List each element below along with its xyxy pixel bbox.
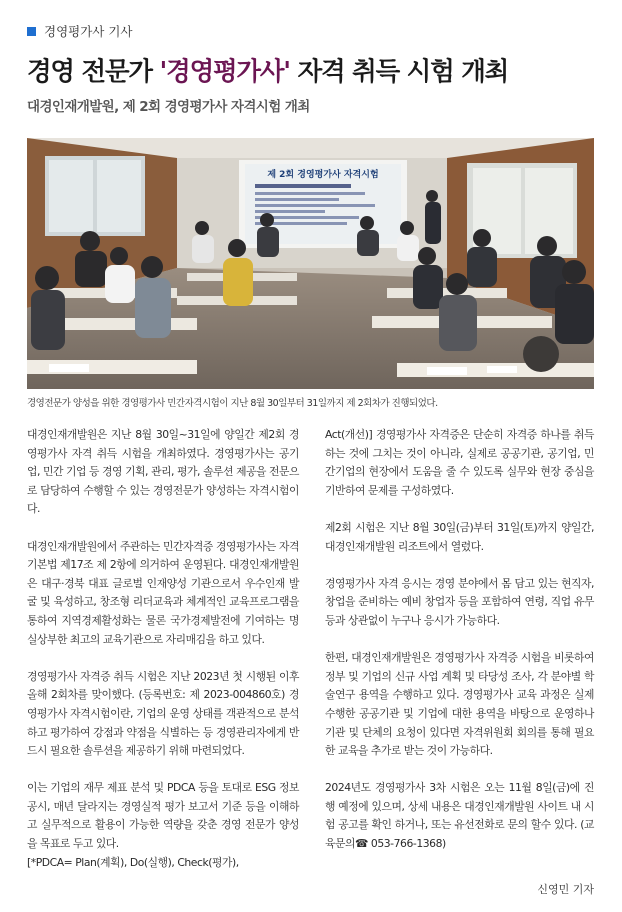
paragraph-5-cont: Act(개선)] 경영평가사 자격증은 단순히 자격증 하나를 취득하는 것에 그치는 것이 아니라, 실제로 공공기관, 공기업, 민간기업의 현장에서 도움을 줄 수 있도록 실무와 현장 중심을 기반하여 문제를 구성하였다. (325, 428, 594, 497)
headline (27, 52, 508, 88)
paragraph-6: 제2회 시험은 지난 8월 30일(금)부터 31일(토)까지 양일간, 대경인재개발원 리조트에서 열렸다. (325, 520, 594, 553)
screen-title: 제 2회 경영평가사 자격시험 (267, 170, 379, 180)
paragraph-2: 대경인재개발원에서 주관하는 민간자격증 경영평가사는 자격기본법 제17조 제 2항에 의거하여 운영된다. 대경인재개발원은 대구·경북 대표 글로벌 인재양성 기관으로서 우수인재 발굴 및 육성하고, 창조형 리더교육과 체계적인 교육프로그램을 통하여 지역경제활성화는 물론 국가경제발전에 기여하는 명실상부한 최고의 교육기관으로 자리매김을 하고 있다. (27, 539, 299, 646)
headline-prefix: 경영 전문가 (27, 57, 160, 87)
byline: 신영민 기자 (537, 883, 594, 896)
subheadline: 대경인재개발원, 제 2회 경영평가사 자격시험 개최 (27, 99, 310, 115)
article-photo (27, 138, 594, 389)
paragraph-5-start: [*PDCA= Plan(계획), Do(실행), Check(평가), (27, 855, 239, 869)
section-marker (27, 27, 36, 36)
section-tag (27, 22, 133, 40)
headline-suffix: 자격 취득 시험 개최 (289, 57, 509, 87)
section-label: 경영평가사 기사 (44, 24, 133, 39)
photo-caption: 경영전문가 양성을 위한 경영평가사 민간자격시험이 지난 8월 30일부터 31일까지 제 2회차가 진행되었다. (27, 398, 438, 409)
paragraph-7: 경영평가사 자격 응시는 경영 분야에서 몸 담고 있는 현직자, 창업을 준비하는 예비 창업자 등을 포함하여 연령, 직업 유무 등과 상관없이 누구나 응시가 가능하다. (325, 576, 594, 627)
paragraph-3: 경영평가사 자격증 취득 시험은 지난 2023년 첫 시행된 이후 올해 2회차를 맞이했다. (등록번호: 제 2023-004860호) 경영평가사 자격시험이란, 기업의 운영 상태를 객관적으로 분석하고 평가하여 강점과 약점을 식별하는 등 경영관리자에게 반드시 필요한 솔루션을 제공하기 위해 마련되었다. (27, 669, 299, 758)
paragraph-4: 이는 기업의 재무 제표 분석 및 PDCA 등을 토대로 ESG 정보 공시, 매년 달라지는 경영실적 평가 보고서 기준 등을 이해하고 실무적으로 활용이 가능한 역량을 갖춘 경영 전문가 양성을 목표로 두고 있다. (27, 781, 299, 851)
headline-highlight: '경영평가사' (159, 57, 290, 87)
paragraph-9: 2024년도 경영평가사 3차 시험은 오는 11월 8일(금)에 진행 예정에 있으며, 상세 내용은 대경인재개발원 사이트 내 시험 공고를 확인 하거나, 또는 유선전화로 문의 할수 있다. (교육문의☎ 053-766-1368) (325, 781, 594, 851)
article-column-right (325, 426, 594, 854)
paragraph-8: 한편, 대경인재개발원은 경영평가사 자격증 시험을 비롯하여 정부 및 기업의 신규 사업 계획 및 타당성 조사, 각 분야별 학술연구 용역을 수행하고 있다. 경영평가사 교육 과정은 실제 수행한 공공기관 및 기업에 대한 용역을 바탕으로 운영하나 기관 및 단체의 요청이 있다면 자격위원회 회의를 통해 필요한 교육을 추가로 받는 것이 가능하다. (325, 651, 594, 758)
article-column-left (27, 426, 299, 872)
paragraph-1: 대경인재개발원은 지난 8월 30일~31일에 양일간 제2회 경영평가사 자격 취득 시험을 개최하였다. 경영평가사는 공기업, 민간 기업 등 경영 기획, 관리, 평가, 솔루션 제공을 전문으로 담당하여 수행할 수 있는 경영전문가 양성하는 자격시험이다. (27, 428, 299, 516)
